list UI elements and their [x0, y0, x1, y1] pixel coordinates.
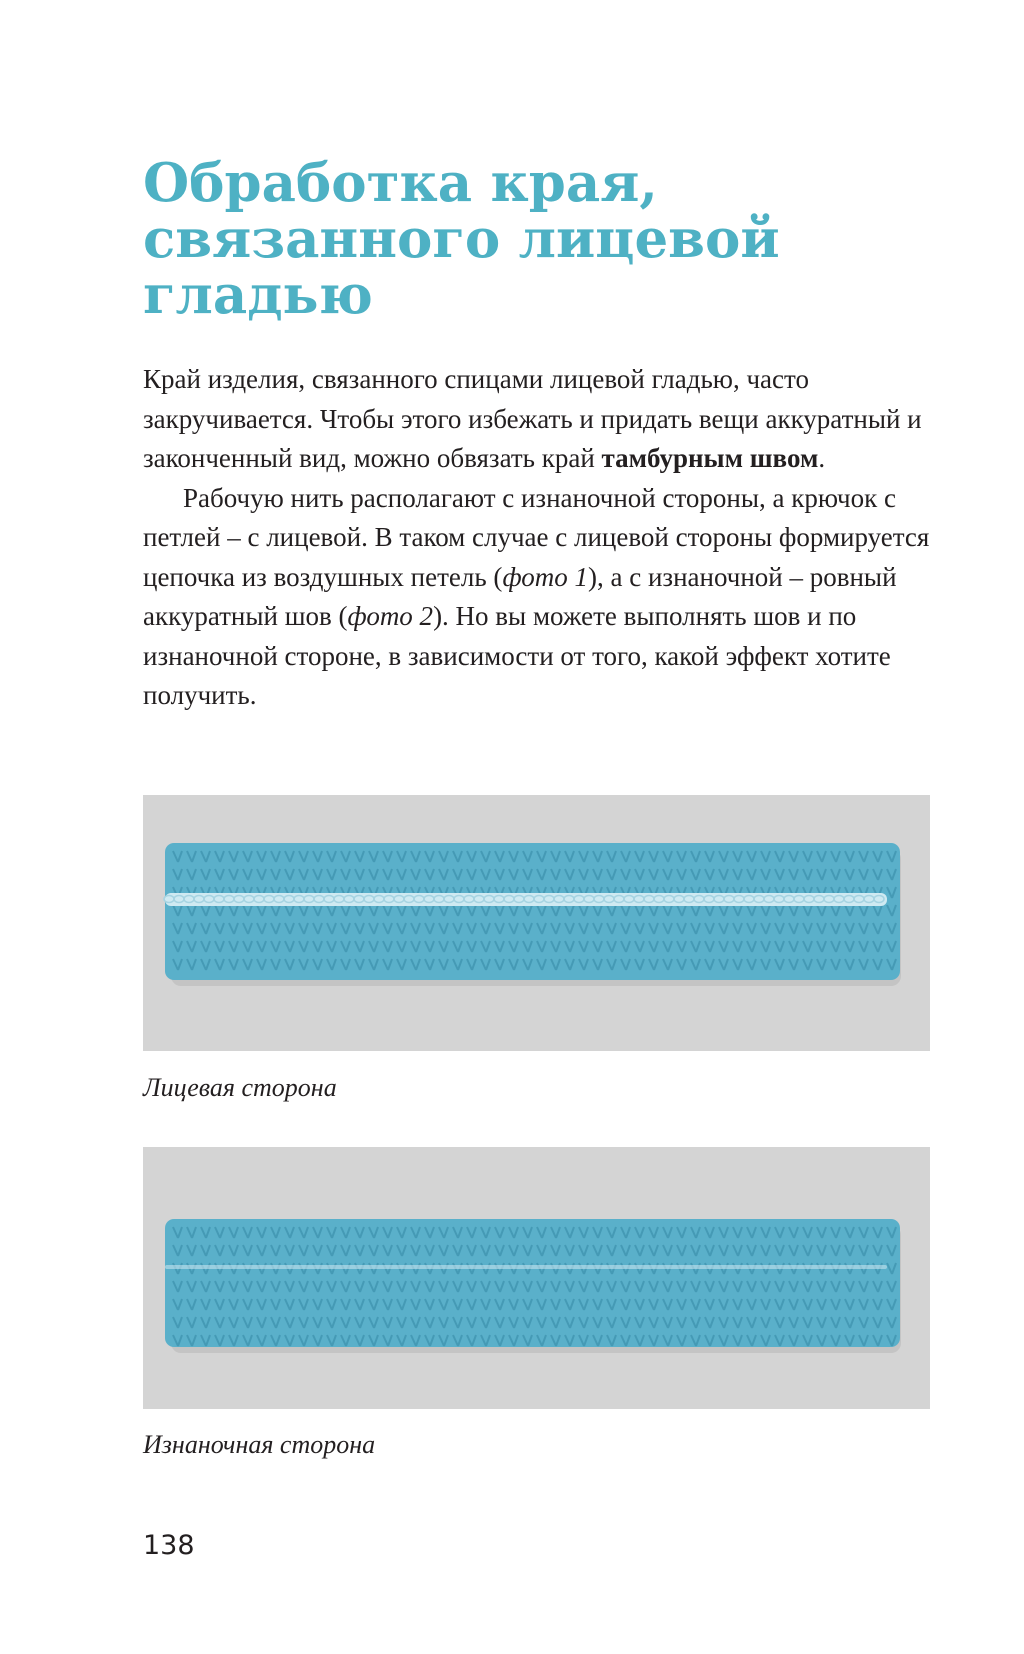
- paragraph-2-part-3: ). Но вы можете выполнять шов и по изнаночной стороне, в зависимости от того, какой эффект хотите получить.: [143, 601, 891, 710]
- caption-front-side: Лицевая сторона: [143, 1073, 337, 1102]
- title-line-1: Обработка края,: [143, 152, 658, 214]
- title-line-3: гладью: [143, 264, 373, 326]
- body-text: [143, 360, 933, 716]
- caption-back-side: Изнаночная сторона: [143, 1430, 376, 1459]
- paragraph-2-part-2: ), а с изнаночной – ровный аккуратный шов (: [143, 561, 897, 631]
- front-side-fabric-image: [143, 795, 930, 1051]
- photo-2-reference: фото 2: [347, 601, 434, 631]
- paragraph-1-end: .: [818, 443, 826, 473]
- back-side-fabric-image: [143, 1147, 930, 1409]
- paragraph-1-text: Край изделия, связанного спицами лицевой гладью, часто закручивается. Чтобы этого избежать и придать вещи аккуратный и законченный вид, можно обвязать край: [143, 364, 922, 473]
- title-line-2: связанного лицевой: [143, 208, 780, 270]
- paragraph-2: [143, 479, 933, 716]
- page-title: [143, 152, 963, 326]
- page-number: 138: [143, 1530, 195, 1561]
- paragraph-2-part-1: Рабочую нить располагают с изнаночной стороны, а крючок с петлей – с лицевой. В таком случае с лицевой стороны формируется цепочка из воздушных петель (: [143, 482, 930, 592]
- tambour-stitch-term: тамбурным швом: [601, 443, 819, 473]
- photo-back-side: [143, 1147, 930, 1409]
- photo-front-side: [143, 795, 930, 1051]
- photo-1-reference: фото 1: [502, 561, 588, 592]
- paragraph-1: [143, 360, 933, 479]
